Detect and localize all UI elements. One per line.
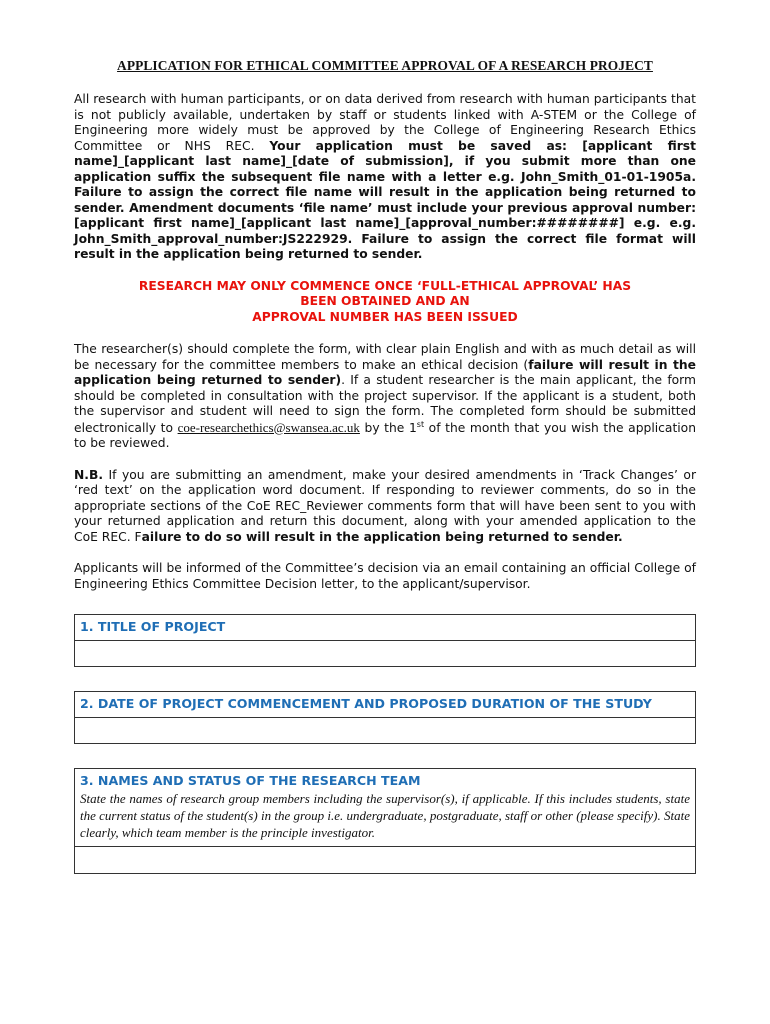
project-title-field[interactable] — [75, 641, 695, 666]
intro-paragraph — [74, 92, 696, 263]
ethics-email-link[interactable]: coe-researchethics@swansea.ac.uk — [177, 419, 360, 435]
research-team-field[interactable] — [75, 847, 695, 873]
section-description: State the names of research group members including the supervisor(s), if applicable. If this includes students, state the current status of the student(s) in the group i.e. undergraduate, postgraduate, staff or other (please specify). State clearly, which team member is the principle investigator. — [80, 791, 690, 840]
section-heading: 3. NAMES AND STATUS OF THE RESEARCH TEAM — [80, 773, 421, 788]
section-title-of-project — [74, 614, 696, 667]
section-heading-block — [75, 769, 695, 847]
section-heading: 2. DATE OF PROJECT COMMENCEMENT AND PROPOSED DURATION OF THE STUDY — [75, 692, 695, 718]
section-research-team — [74, 768, 696, 874]
nb-label: N.B. — [74, 467, 104, 482]
instructions-text-1: The researcher(s) should complete the form, with clear plain English and with as much detail as will be necessary for the committee members to make an ethical decision ( — [74, 342, 696, 372]
instructions-failure-note: failure will result in the application being returned to sender) — [74, 357, 696, 387]
instructions-text-3: by the 1 — [359, 420, 417, 435]
file-naming-rules: Your application must be saved as: [applicant first name]_[applicant last name]_[date of submission], if you submit more than one application suffix the subsequent file name with a letter e.g. John_Smith_01-01-1905a. Failure to assign the correct file name will result in the application being returned to sender. Amendment documents ‘file name’ must include your previous approval number: [applicant first name]_[applicant last name]_[approval_number:########] e.g. e.g. John_Smith_approval_number:JS222929. Failure to assign the correct file format will result in the application being returned to sender. — [74, 138, 696, 261]
ordinal-suffix: st — [416, 419, 425, 429]
nb-paragraph — [74, 468, 696, 546]
form-page — [74, 58, 696, 898]
warning-line-1: RESEARCH MAY ONLY COMMENCE ONCE ‘FULL-ETHICAL APPROVAL’ HAS — [138, 278, 632, 293]
nb-text: If you are submitting an amendment, make your desired amendments in ‘Track Changes’ or ‘red text’ on the application word document. If responding to reviewer comments, do so in the appropriate sections of the CoE REC_Reviewer comments form that will have been sent to you with your returned application and return this document, along with your amended application to the CoE REC. F — [74, 467, 696, 544]
warning-line-2: BEEN OBTAINED AND AN — [300, 294, 470, 308]
instructions-text-4: of the month that you wish the application to be reviewed. — [74, 420, 697, 450]
instructions-paragraph — [74, 342, 696, 452]
nb-failure-note: ailure to do so will result in the application being returned to sender. — [141, 529, 623, 544]
instructions-text-2: . If a student researcher is the main applicant, the form should be completed in consultation with the project supervisor. If the applicant is a student, both the supervisor and student will need to sign the form. The completed form should be submitted electronically to — [74, 373, 696, 435]
section-heading: 1. TITLE OF PROJECT — [75, 615, 695, 641]
approval-warning — [74, 279, 696, 326]
date-duration-field[interactable] — [75, 718, 695, 743]
document-title: APPLICATION FOR ETHICAL COMMITTEE APPROVAL OF A RESEARCH PROJECT — [117, 58, 653, 73]
section-date-duration — [74, 691, 696, 744]
decision-paragraph: Applicants will be informed of the Committee’s decision via an email containing an official College of Engineering Ethics Committee Decision letter, to the applicant/supervisor. — [74, 561, 696, 591]
intro-text: All research with human participants, or on data derived from research with human participants that is not publicly available, undertaken by staff or students linked with A-STEM or the College of Engineering more widely must be approved by the College of Engineering Research Ethics Committee or NHS REC. — [74, 92, 696, 153]
warning-line-3: APPROVAL NUMBER HAS BEEN ISSUED — [252, 309, 518, 324]
